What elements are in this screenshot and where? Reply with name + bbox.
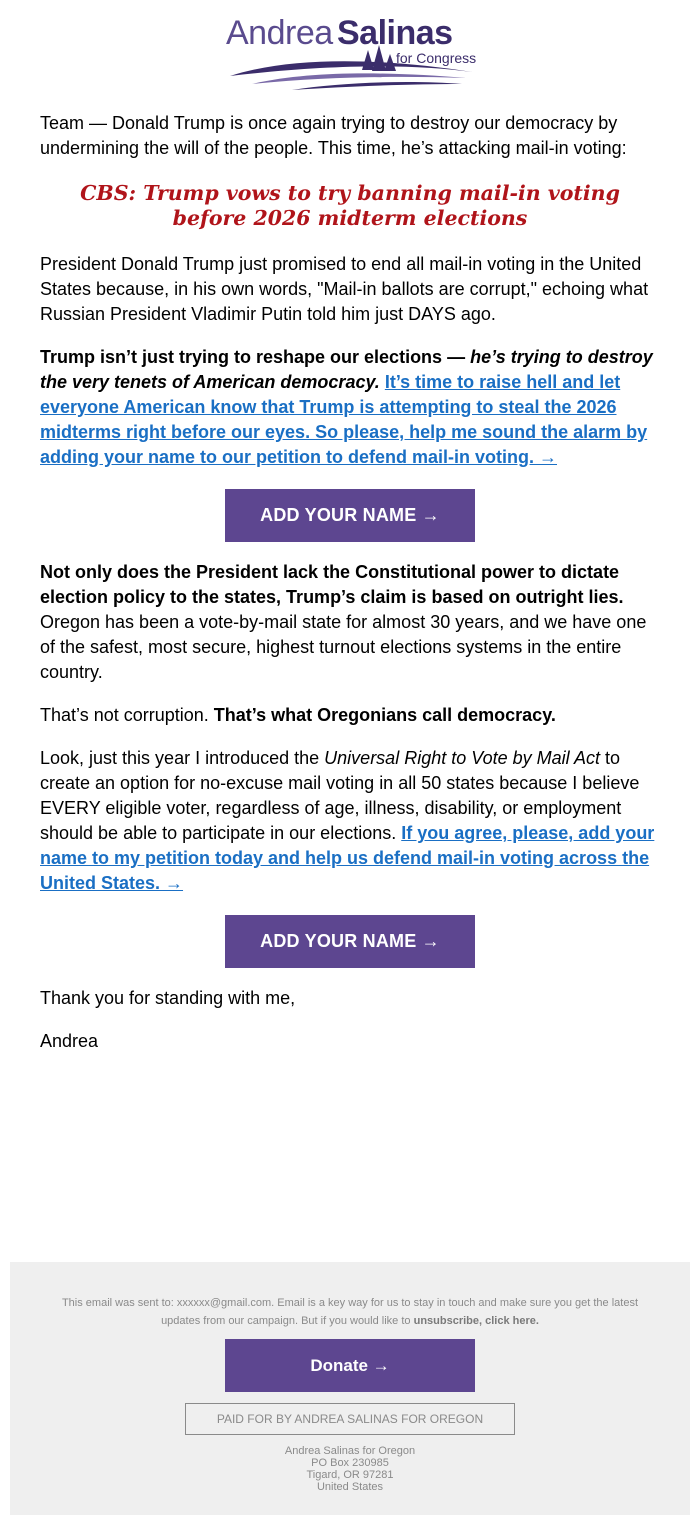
donate-button[interactable]: Donate → xyxy=(225,1339,475,1392)
news-headline: CBS: Trump vows to try banning mail-in voting before 2026 midterm elections xyxy=(80,181,620,230)
address-line: Andrea Salinas for Oregon xyxy=(284,1445,416,1457)
para4-normal-text: That’s not corruption. xyxy=(40,705,214,725)
para2-bold-italic-text: he’s trying to destroy the very tenets of American democracy. xyxy=(40,347,653,392)
footer-notice-text: This email was sent to: xxxxxx@gmail.com. Email is a key way for us to stay in touch and make sure you get the latest updates from our campaign. But if you would like to xyxy=(61,1297,639,1327)
para4-bold-text: That’s what Oregonians call democracy. xyxy=(213,705,556,725)
logo-first-name: Andrea xyxy=(226,14,333,52)
email-footer xyxy=(10,1262,690,1515)
logo-last-name: Salinas xyxy=(337,14,453,52)
para3-normal-text: Oregon has been a vote-by-mail state for almost 30 years, and we have one of the safest, most secure, highest turnout elections systems in the entire country. xyxy=(40,612,647,682)
mailing-address xyxy=(10,1445,690,1493)
paragraph-petition-call xyxy=(40,345,664,470)
para5-normal-text-1: Look, just this year I introduced the xyxy=(40,748,325,768)
signoff-text: Thank you for standing with me, xyxy=(40,988,296,1008)
paragraph-trump-promise: President Donald Trump just promised to end all mail-in voting in the United States because, in his own words, "Mail-in ballots are corrupt," echoing what Russian President Vladimir Putin told him just DAYS ago. xyxy=(40,254,649,324)
paragraph-oregon-vote-by-mail xyxy=(40,560,664,685)
add-your-name-button-2[interactable]: ADD YOUR NAME → xyxy=(225,915,475,968)
address-line: PO Box 230985 xyxy=(311,1457,389,1469)
address-line: Tigard, OR 97281 xyxy=(306,1469,394,1481)
add-your-name-button-1[interactable]: ADD YOUR NAME → xyxy=(225,489,475,542)
paragraph-universal-right-act xyxy=(40,746,664,896)
para2-bold-text: Trump isn’t just trying to reshape our elections — xyxy=(40,347,471,367)
signature: Andrea xyxy=(40,1031,99,1051)
footer-notice xyxy=(50,1294,650,1330)
petition-link-2[interactable]: If you agree, please, add your name to my petition today and help us defend mail-in voting across the United States. → xyxy=(40,823,655,893)
petition-link-1[interactable]: It’s time to raise hell and let everyone American know that Trump is attempting to steal the 2026 midterms right before our eyes. So please, help me sound the alarm by adding your name to our petition to defend mail-in voting. → xyxy=(40,372,648,467)
intro-paragraph: Team — Donald Trump is once again trying to destroy our democracy by undermining the will of the people. This time, he’s attacking mail-in voting: xyxy=(40,113,627,158)
para3-bold-text: Not only does the President lack the Constitutional power to dictate election policy to the states, Trump’s claim is based on outright lies. xyxy=(40,562,624,607)
para5-normal-text-2: to create an option for no-excuse mail voting in all 50 states because I believe EVERY eligible voter, regardless of age, illness, disability, or employment should be able to participate in our elections. xyxy=(40,748,640,843)
paid-for-disclaimer: PAID FOR BY ANDREA SALINAS FOR OREGON xyxy=(185,1403,515,1435)
paragraph-not-corruption xyxy=(40,703,664,728)
address-line: United States xyxy=(316,1481,384,1493)
para5-act-name: Universal Right to Vote by Mail Act xyxy=(324,748,600,768)
logo-subtitle: for Congress xyxy=(396,50,477,66)
campaign-logo xyxy=(222,14,478,98)
unsubscribe-link[interactable]: unsubscribe, click here. xyxy=(413,1315,539,1327)
